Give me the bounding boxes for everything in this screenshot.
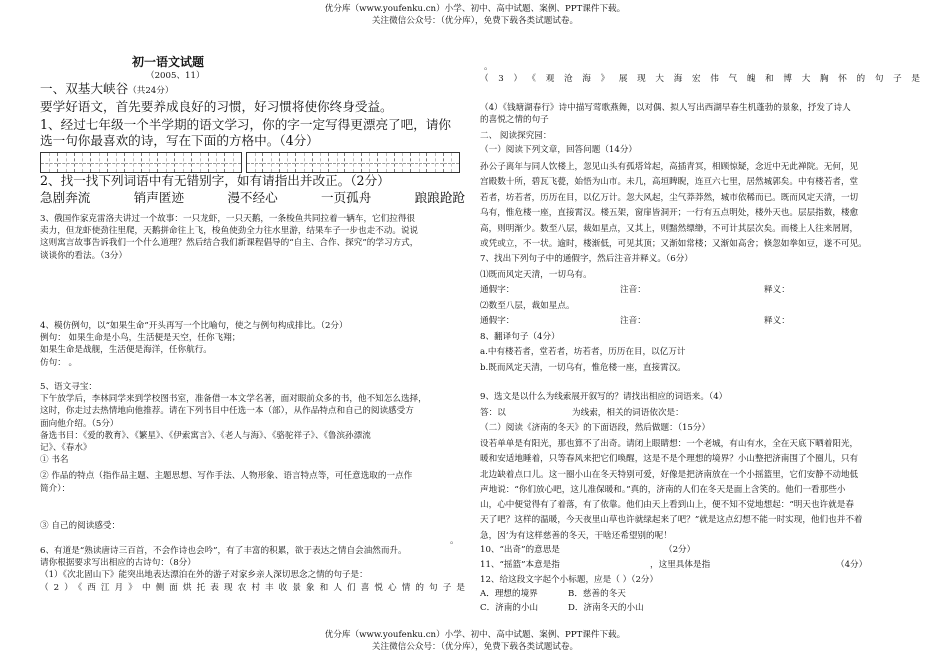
q8-sentence-b: b.既而风定天清，一切乌有，惟危楼一座，直接霄汉。	[480, 363, 686, 373]
q5-item-3-end: 。	[450, 536, 459, 546]
passage-1-line: 高，则明渐少。数至八层，裁如星点，又其上，则黯然缥缈，不可计其层次矣。而楼上人往来屑屑，	[480, 223, 859, 234]
q10-prompt: 10、“出奇”的意思是	[480, 545, 560, 555]
reading-passage-1	[480, 160, 920, 252]
q3-line: 谈谈你的看法。（3分）	[40, 250, 128, 261]
passage-2-line: 声地说：“你们放心吧，这儿准保暖和。”真的，济南的人们在冬天是面上含笑的。他们一看那些小	[480, 484, 846, 495]
q9-answer-prefix: 答：以	[480, 407, 506, 418]
q7-block	[480, 252, 920, 361]
writing-grid-left[interactable]	[40, 152, 242, 173]
q7-answer-row-1	[480, 283, 920, 299]
q12-option-c[interactable]: C．济南的小山	[480, 603, 539, 613]
q2-word-list	[40, 189, 465, 206]
q4-line: 仿句： 。	[40, 357, 78, 368]
page-header	[0, 3, 950, 27]
q3-line: 卖力，但龙虾使劲往里爬，天鹅拼命往上飞，梭鱼使劲全力往水里游，结果车子一步也走不动。说说	[40, 226, 419, 237]
exam-date: （2005、11）	[146, 71, 205, 81]
passage-2-line: 设若单单是有阳光，那也算不了出奇。请闭上眼睛想：一个老城，有山有水，全在天底下晒着阳光，	[480, 439, 859, 449]
q6-line: 请你根据要求写出相应的古诗句：（8分）	[40, 558, 196, 569]
footer-line-2: 关注微信公众号：（优分库），免费下载各类试题试卷。	[371, 642, 579, 652]
tongjia-label: 通假字：	[480, 316, 515, 326]
q2-word: 漫不经心	[227, 190, 278, 205]
passage-1-line: 若者，坊若者，历历在目，以亿万计。忽大风起，尘气莽莽然，城市依稀而已。既而风定天清，一切	[480, 192, 859, 203]
q5-line: 面向他介绍。（5分）	[40, 418, 119, 429]
passage-2-line: 天了吧？这样的温暖，今天夜里山草也许就绿起来了吧？”就是这点幻想不能一时实现，他们也并不着	[480, 515, 863, 526]
q12-option-a[interactable]: A．理想的境界	[480, 589, 538, 599]
q2-word: 踉踉跄跄	[414, 190, 465, 205]
q8-prompt: 8、翻译句子（4分）	[480, 331, 560, 342]
q4-line: 如果生命是战舰，生活便是海洋，任你航行。	[40, 345, 212, 356]
q5-item-2b: 简介）：	[40, 483, 71, 494]
q5-line: 记》、《春水》	[40, 443, 92, 454]
q8-sentence-a: a.中有楼若者，堂若者，坊若者，历历在目，以亿万计	[480, 347, 686, 357]
q9-answer-line	[480, 406, 920, 422]
passage-1-line: 孙公子离年与同人饮楼上，忽见山头有孤塔耸起，高插青冥，相顾惊疑，念近中无此禅院。无何，见	[480, 162, 859, 172]
q12-prompt: 12、给这段文字起个小标题，应是（ ）（2分）	[480, 575, 659, 585]
q2-prompt: 2、找一找下列词语中有无错别字，如有请指出并改正。（2分）	[40, 173, 390, 188]
passage-2-line: 山，心中便觉得有了着落，有了依靠。他们由天上看到山上，便不知不觉地想起：“明天也许就是春	[480, 500, 854, 511]
section-1-title: 一、双基大峡谷	[40, 81, 129, 96]
header-line-1: 优分库（www.youfenku.cn）小学、初中、高中试题、案例、PPT课件下载。	[324, 4, 626, 14]
q2-word: 急剧奔流	[40, 190, 91, 205]
tongjia-label: 通假字：	[480, 285, 515, 295]
passage-1-line: 宫殿数十所，碧瓦飞甍，始悟为山市。未几，高垣睥睨，连亘六七里，居然城郭矣。中有楼若者，堂	[480, 177, 859, 188]
meaning-label: 释义：	[764, 316, 790, 326]
q11-mid: ，这里具体是指	[650, 560, 711, 570]
q6-block	[40, 545, 465, 594]
passage-2-line: 急，因‘为有这样慈善的冬天，干啥还希望别的呢！	[480, 530, 672, 541]
q5-item-1: ① 书名	[40, 455, 69, 466]
q5-item-3: ③ 自己的阅读感受：	[40, 521, 121, 531]
exam-title: 初一语文试题	[132, 55, 205, 69]
q6-3-prev-dot: 。	[484, 62, 493, 72]
intro-text: 要学好语文，首先要养成良好的习惯，好习惯将使你终身受益。	[40, 99, 393, 114]
q5-line: 备选书目：《爱的教育》、《繁星》、《伊索寓言》、《老人与海》、《骆驼祥子》、《鲁滨孙漂流	[40, 430, 371, 441]
q7-answer-row-2	[480, 314, 920, 330]
q11-prompt: 11、“摇篮”本意是指	[480, 560, 560, 570]
q9-block	[480, 390, 920, 437]
q4-line: 4、模仿例句，以“如果生命”开头再写一个比喻句，使之与例句构成排比。（2分）	[40, 321, 348, 331]
q7-prompt: 7、找出下列句子中的通假字，然后注音并释义。（6分）	[480, 254, 693, 264]
q6-4-line: 的喜悦之情的句子	[480, 115, 549, 126]
q6-3: （3）《观沧海》展现大海宏伟气魄和博大胸怀的句子是	[480, 74, 920, 84]
q9-prompt: 9、选文是以什么为线索展开叙写的？请找出相应的词语来。（4）	[480, 392, 728, 402]
passage-1-line: 或凭或立，不一状。逾时，楼渐低，可见其顶；又渐如常楼；又渐如高舍；倏忽如拳如豆，遂不可见。	[480, 239, 867, 250]
q3-block	[40, 213, 465, 262]
q3-line: 这则寓言故事告诉我们一个什么道理？然后结合我们新课程倡导的“自主、合作、探究”的学习方式，	[40, 238, 419, 249]
q5-block	[40, 381, 465, 495]
q1-line-1: 1、经过七年级一个半学期的语文学习，你的字一定写得更漂亮了吧，请你	[40, 117, 452, 132]
page-footer	[0, 629, 950, 653]
section-1-heading	[40, 80, 173, 100]
pinyin-label: 注音：	[620, 285, 646, 295]
footer-line-1: 优分库（www.youfenku.cn）小学、初中、高中试题、案例、PPT课件下载。	[324, 630, 626, 640]
q2-word: 销声匿迹	[133, 190, 185, 205]
passage-2-line: 暖和安适地睡着，只等春风来把它们唤醒，这是不是个理想的境界？小山整把济南围了个圈儿，只有	[480, 454, 859, 465]
q2-word: 一页孤舟	[320, 190, 372, 205]
writing-grid-right[interactable]	[246, 152, 460, 173]
section-1-score: （共24分）	[128, 86, 174, 96]
q9-answer-suffix: 为线索，相关的词语依次是：	[572, 407, 684, 418]
header-line-2: 关注微信公众号：（优分库），免费下载各类试题试卷。	[371, 16, 579, 26]
q5-line: 下午放学后，李林同学来到学校图书室，准备借一本文学名著，面对眼前众多的书，他不知怎么选择，	[40, 394, 427, 405]
q7-sentence-1: ⑴既而风定天清，一切乌有。	[480, 269, 592, 280]
q3-line: 3、俄国作家克雷洛夫讲过一个故事：一只龙虾，一只天鹅，一条梭鱼共同拉着一辆车，它们拉得很	[40, 214, 416, 224]
q12-option-d[interactable]: D．济南冬天的小山	[568, 603, 644, 613]
q10-score: （2分）	[664, 545, 696, 555]
q6-4-block	[480, 102, 920, 126]
q7-sentence-2: ⑵数至八层，裁如星点。	[480, 300, 575, 311]
q4-line: 例句： 如果生命是小鸟，生活便是天空，任你飞翔；	[40, 333, 241, 344]
pinyin-label: 注音：	[620, 316, 646, 326]
part-2-heading: （二）阅读《济南的冬天》的下面语段，然后做题：（15分）	[480, 423, 711, 433]
q6-4-line: （4）《钱塘湖春行》诗中描写莺歌燕舞，以对偶、拟人写出西湖早春生机蓬勃的景象，抒发了诗人	[480, 103, 851, 113]
meaning-label: 释义：	[764, 285, 790, 295]
q4-block	[40, 320, 465, 369]
q11-score: （4分）	[836, 560, 868, 570]
q12-option-b[interactable]: B．慈善的冬天	[568, 589, 626, 599]
q5-title: 5、语文寻宝：	[40, 382, 98, 392]
q5-line: 这时，你走过去热情地向他推荐。请在下列书目中任选一本（部），从作品特点和自己的阅读感受方	[40, 406, 414, 417]
q1-line-2: 选一句你最喜欢的诗，写在下面的方格中。（4分）	[40, 133, 319, 148]
part-1-heading: （一）阅读下列文章，回答问题（14分）	[480, 145, 638, 155]
q5-item-2: ② 作品的特点（指作品主题、主题思想、写作手法、人物形象、语言特点等，可任意选取的一点作	[40, 471, 413, 482]
passage-2-line: 北边缺着点口儿。这一圈小山在冬天特别可爱，好像是把济南放在一个小摇篮里，它们安静不动地低	[480, 469, 859, 480]
section-2-heading: 二、 阅读探究园：	[480, 131, 552, 141]
reading-passage-2	[480, 437, 920, 544]
q6-line-2: （2）《西江月》中侧面烘托表现农村丰收景象和人们喜悦心情的句子是	[40, 582, 465, 593]
passage-1-line: 乌有，惟危楼一座，直接霄汉。楼五架，窗扉皆洞开；一行有五点明处，楼外天也。层层指数，楼愈	[480, 208, 859, 219]
q6-line: 6、有道是“熟读唐诗三百首，不会作诗也会吟”，有了丰富的积累，欲于表达之情自会油然而升。	[40, 546, 407, 556]
q6-line: （1）《次北固山下》能突出地表达漂泊在外的游子对家乡亲人深切思念之情的句子是：	[40, 570, 368, 581]
